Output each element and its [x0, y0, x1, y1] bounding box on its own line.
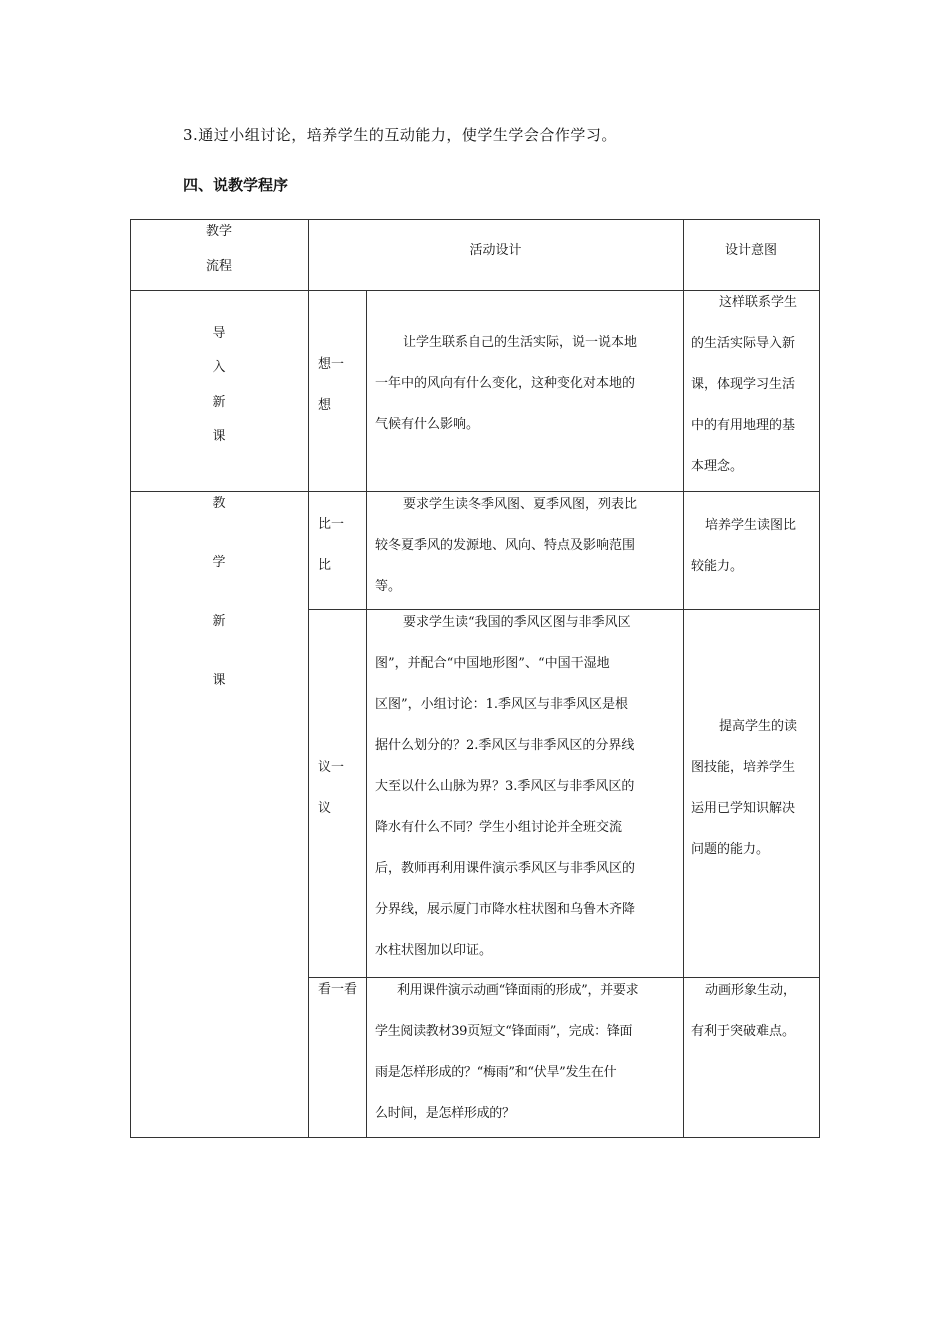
text-line: 区图”，小组讨论：1.季风区与非季风区是根	[375, 697, 629, 712]
activity-watch: 看一看	[318, 982, 358, 997]
text-line: 这样联系学生	[719, 295, 798, 310]
text-line: 图”，并配合“中国地形图”、“中国干湿地	[375, 656, 610, 671]
section-heading: 四、说教学程序	[183, 176, 289, 194]
stage1-char: 新	[212, 395, 226, 410]
activity-think-line1: 想一	[318, 357, 345, 372]
row1-intent-text	[691, 282, 797, 487]
row4-design-text	[375, 970, 638, 1134]
intro-paragraph: 3.通过小组讨论，培养学生的互动能力，使学生学会合作学习。	[183, 126, 617, 144]
stage2-char: 新	[212, 614, 226, 629]
text-line: 较冬夏季风的发源地、风向、特点及影响范围	[375, 538, 636, 553]
text-line: 图技能，培养学生	[691, 760, 796, 775]
text-line: 等。	[375, 579, 402, 594]
text-line: 要求学生读冬季风图、夏季风图，列表比	[403, 497, 638, 512]
text-line: 据什么划分的？2.季风区与非季风区的分界线	[375, 738, 635, 753]
text-line: 后，教师再利用课件演示季风区与非季风区的	[375, 861, 636, 876]
text-line: 的生活实际导入新	[691, 336, 796, 351]
text-line: 本理念。	[691, 459, 744, 474]
row2-design-text	[375, 484, 637, 607]
text-line: 要求学生读“我国的季风区图与非季风区	[403, 615, 631, 630]
activity-compare-line1: 比一	[318, 517, 345, 532]
row3-intent-text	[691, 706, 797, 870]
text-line: 培养学生读图比	[705, 518, 797, 533]
text-line: 提高学生的读	[719, 719, 798, 734]
header-activity-design: 活动设计	[469, 243, 522, 258]
header-stage-line1: 教学	[205, 224, 232, 239]
text-line: 问题的能力。	[691, 842, 770, 857]
stage1-char: 导	[212, 326, 226, 341]
text-line: 一年中的风向有什么变化，这种变化对本地的	[375, 376, 636, 391]
text-line: 大至以什么山脉为界？3.季风区与非季风区的	[375, 779, 635, 794]
stage2-char: 学	[212, 555, 226, 570]
text-line: 课，体现学习生活	[691, 377, 796, 392]
text-line: 动画形象生动，	[705, 983, 797, 998]
row2-intent-text	[691, 505, 796, 587]
text-line: 水柱状图加以印证。	[375, 943, 493, 958]
activity-compare-line2: 比	[318, 558, 332, 573]
activity-discuss-line2: 议	[318, 801, 332, 816]
stage2-char: 课	[212, 673, 226, 688]
activity-think-line2: 想	[318, 398, 332, 413]
text-line: 运用已学知识解决	[691, 801, 796, 816]
text-line: 较能力。	[691, 559, 744, 574]
text-line: 气候有什么影响。	[375, 417, 480, 432]
text-line: 有利于突破难点。	[691, 1024, 796, 1039]
text-line: 学生阅读教材39页短文“锋面雨”，完成：锋面	[375, 1024, 633, 1039]
header-design-intent: 设计意图	[724, 243, 777, 258]
text-line: 利用课件演示动画“锋面雨的形成”，并要求	[397, 983, 639, 998]
stage2-char: 教	[212, 496, 226, 511]
text-line: 么时间，是怎样形成的？	[375, 1106, 515, 1121]
text-line: 分界线，展示厦门市降水柱状图和乌鲁木齐降	[375, 902, 636, 917]
row4-intent-text	[691, 970, 796, 1052]
text-line: 中的有用地理的基	[691, 418, 796, 433]
text-line: 降水有什么不同？学生小组讨论并全班交流	[375, 820, 623, 835]
text-line: 雨是怎样形成的？“梅雨”和“伏旱”发生在什	[375, 1065, 617, 1080]
header-stage-line2: 流程	[205, 259, 232, 274]
text-line: 让学生联系自己的生活实际，说一说本地	[403, 335, 638, 350]
activity-discuss-line1: 议一	[318, 760, 345, 775]
row1-design-text	[375, 322, 637, 445]
row3-design-text	[375, 602, 635, 971]
stage1-char: 入	[212, 360, 226, 375]
stage1-char: 课	[212, 429, 226, 444]
